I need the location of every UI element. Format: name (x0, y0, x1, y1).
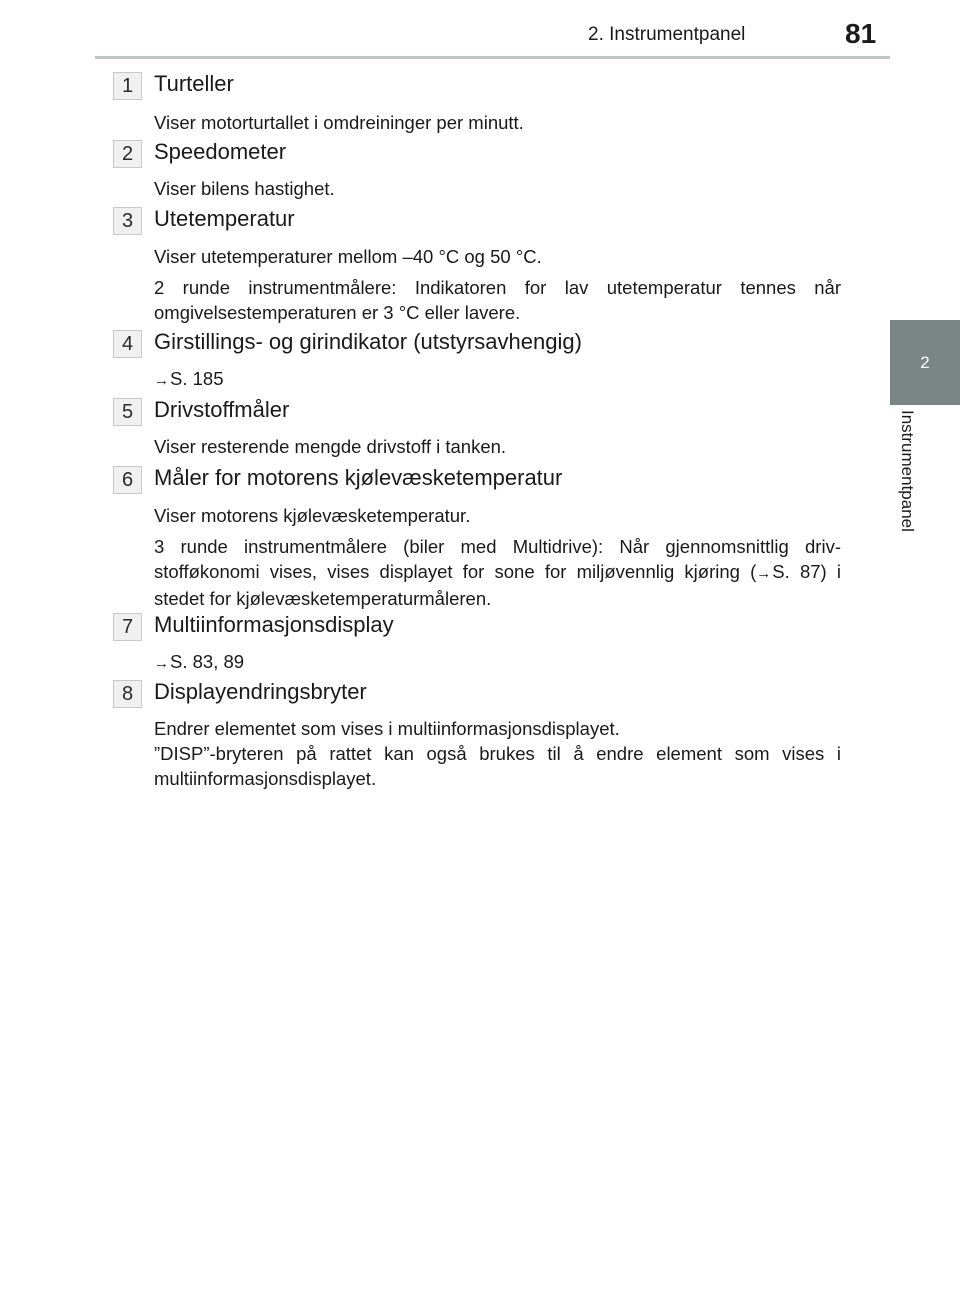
item-description: Viser resterende mengde drivstoff i tanken. (154, 436, 507, 457)
item-number-badge: 5 (113, 398, 142, 426)
right-arrow-icon: → (756, 565, 772, 582)
right-arrow-icon: → (154, 655, 169, 672)
reference-text: S. 185 (170, 368, 224, 389)
item-title: Måler for motorens kjølevæsketemperatur (154, 465, 563, 490)
item-description: Viser utetemperaturer mellom –40 °C og 50 °C. (154, 246, 542, 267)
chapter-number: 2 (920, 352, 930, 372)
item-title: Speedometer (154, 139, 287, 164)
right-arrow-icon: → (154, 372, 169, 389)
item-title: Drivstoffmåler (154, 397, 290, 422)
item-title: Multiinformasjonsdisplay (154, 612, 394, 637)
item-number-badge: 4 (113, 330, 142, 358)
section-title: 2. Instrumentpanel (588, 24, 746, 45)
item-description: Viser bilens hastighet. (154, 178, 335, 199)
item-description: Viser motorens kjølevæsketemperatur. (154, 505, 471, 526)
header-divider (95, 56, 890, 59)
item-note (154, 534, 841, 611)
item-title: Turteller (154, 71, 234, 96)
item-description: Endrer elementet som vises i multiinformasjonsdisplayet. (154, 718, 620, 739)
chapter-tab[interactable] (890, 320, 960, 405)
chapter-title: Instrumentpanel (898, 410, 917, 532)
item-number-badge: 2 (113, 140, 142, 168)
item-number-badge: 6 (113, 466, 142, 494)
page-number: 81 (845, 18, 877, 49)
item-title: Displayendringsbryter (154, 679, 367, 704)
item-number-badge: 3 (113, 207, 142, 235)
item-number-badge: 8 (113, 680, 142, 708)
item-title: Girstillings- og girindikator (utstyrsavhengig) (154, 329, 582, 354)
page-reference[interactable] (154, 366, 841, 393)
item-description: Viser motorturtallet i omdreininger per minutt. (154, 112, 524, 133)
note-text-before: 3 runde instrumentmålere (biler med Multidrive): Når gjennomsnittlig drivstofføkonomi vises, vises displayet for sone for miljøvennlig kjøring ( (154, 536, 841, 582)
reference-text[interactable]: S. 87 (772, 561, 821, 582)
item-title: Utetemperatur (154, 206, 295, 231)
note-text-after: ) i stedet for kjølevæsketemperaturmåleren. (154, 561, 842, 609)
item-note: ”DISP”-bryteren på rattet kan også brukes til å endre element som vises i multiinformasjonsdisplayet. (154, 743, 841, 789)
item-number-badge: 1 (113, 72, 142, 100)
reference-text: S. 83, 89 (170, 651, 245, 672)
page-reference[interactable] (154, 649, 841, 676)
item-number-badge: 7 (113, 613, 142, 641)
item-note: 2 runde instrumentmålere: Indikatoren for lav utetemperatur tennes når omgivelsestemperaturen er 3 °C eller lavere. (154, 277, 841, 323)
